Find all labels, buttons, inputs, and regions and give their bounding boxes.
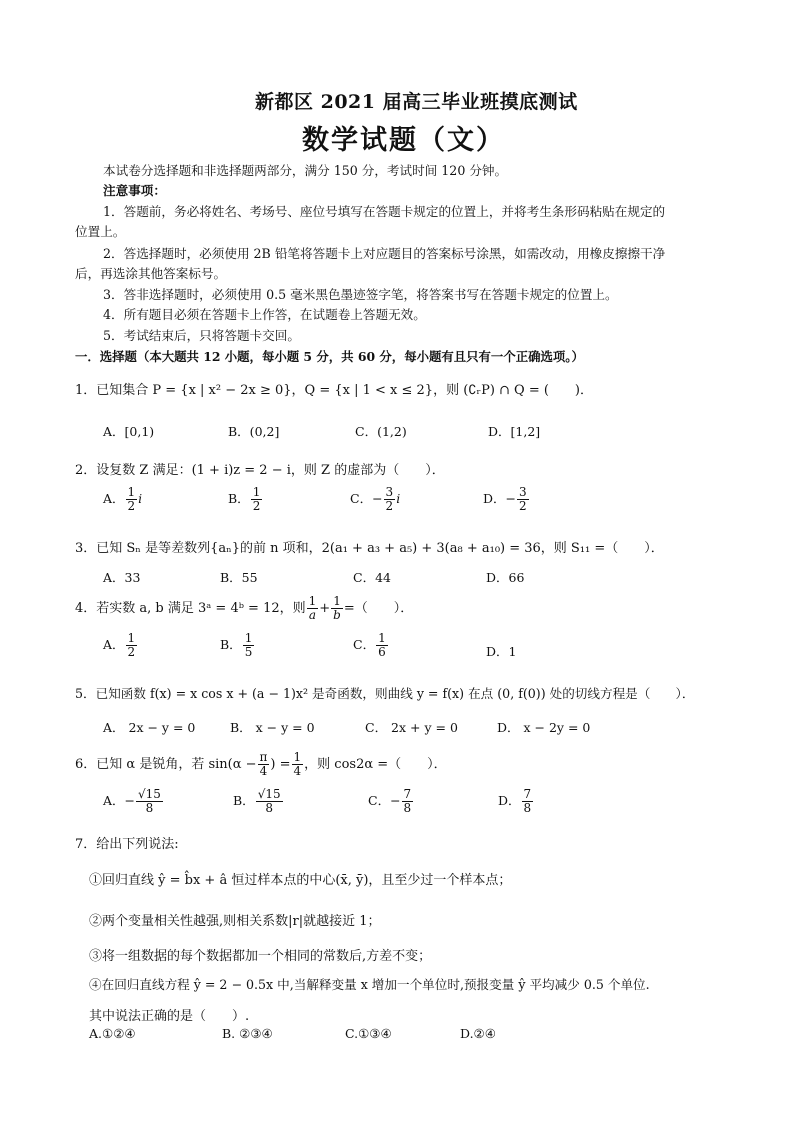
q2-c-denominator: 2 (385, 499, 394, 513)
section-heading: 一．选择题（本大题共 12 小题，每小题 5 分，共 60 分，每小题有且只有一个正确选项。） (75, 349, 584, 364)
q2-b-fraction (251, 486, 263, 513)
q2-option-b (228, 486, 263, 513)
q6-option-d (498, 788, 534, 815)
q2-option-a (103, 486, 142, 513)
q6-option-c (368, 788, 414, 815)
q2-c-tail: i (396, 491, 401, 506)
q6-option-b (233, 788, 284, 815)
q7-statement-3: ③将一组数据的每个数据都加一个相同的常数后,方差不变； (89, 949, 432, 964)
instruction-3: 3．答非选择题时，必须使用 0.5 毫米黑色墨迹签字笔，将答案书写在答题卡规定的位置上。 (103, 287, 618, 302)
q2-c-fraction (384, 486, 396, 513)
q6-f1-numerator: π (259, 750, 268, 764)
q2-b-denominator: 2 (252, 499, 261, 513)
q4-b-label: B． (220, 637, 242, 652)
question-5: 5．已知函数 f(x) = x cos x + (a − 1)x² 是奇函数，则曲线 y = f(x) 在点 (0, f(0)) 处的切线方程是（ ）． (75, 686, 695, 701)
q6-b-denominator: 8 (265, 801, 273, 815)
question-2: 2．设复数 Z 满足：(1 + i)z = 2 − i，则 Z 的虚部为（ ）． (75, 463, 445, 478)
q3-option-c: C．44 (353, 570, 391, 585)
question-7: 7．给出下列说法: (75, 837, 179, 852)
q6-f1-denominator: 4 (259, 764, 268, 778)
q6-c-denominator: 8 (403, 801, 412, 815)
q4-b-numerator: 1 (244, 631, 253, 645)
q6-d-numerator: 7 (523, 787, 532, 801)
question-1: 1．已知集合 P = {x | x² − 2x ≥ 0}，Q = {x | 1 < x ≤ 2}，则 (∁ᵣP) ∩ Q = ( )． (75, 383, 594, 398)
q4-b-denominator: 5 (244, 645, 253, 659)
q7-option-c: C.①③④ (345, 1026, 392, 1041)
q2-d-label: D．− (483, 491, 516, 506)
q6-a-fraction (136, 788, 163, 815)
q4-a-numerator: 1 (127, 631, 136, 645)
instruction-5: 5．考试结束后，只将答题卡交回。 (103, 328, 300, 343)
q6-text-pre: 6．已知 α 是锐角，若 sin(α − (75, 757, 257, 772)
q2-option-c (350, 486, 400, 513)
q4-text-pre: 4．若实数 a, b 满足 3ᵃ = 4ᵇ = 12，则 (75, 601, 306, 616)
q2-b-numerator: 1 (252, 485, 261, 499)
q3-option-b: B．55 (220, 570, 258, 585)
q6-c-fraction (402, 788, 414, 815)
q6-fraction-2 (292, 751, 304, 778)
q6-c-numerator: 7 (403, 787, 412, 801)
q2-a-denominator: 2 (127, 499, 136, 513)
q4-f1-numerator: 1 (308, 594, 317, 608)
q4-c-numerator: 1 (378, 631, 386, 645)
q4-option-b (220, 632, 255, 659)
q3-option-a: A．33 (103, 570, 141, 585)
instruction-4: 4．所有题目必须在答题卡上作答，在试题卷上答题无效。 (103, 307, 426, 322)
instruction-2-line1: 2．答选择题时，必须使用 2B 铅笔将答题卡上对应题目的答案标号涂黑，如需改动，用橡皮擦擦干净 (103, 246, 666, 261)
q4-a-label: A． (103, 637, 125, 652)
q2-d-denominator: 2 (519, 499, 527, 513)
q2-a-label: A． (103, 491, 125, 506)
q5-option-c: C． 2x + y = 0 (365, 720, 458, 735)
q6-d-label: D． (498, 793, 521, 808)
q7-statement-2: ②两个变量相关性越强,则相关系数|r|就越接近 1； (89, 914, 381, 929)
q6-a-label: A．− (103, 793, 136, 808)
q5-option-d: D． x − 2y = 0 (497, 720, 591, 735)
question-3: 3．已知 Sₙ 是等差数列{aₙ}的前 n 项和，2(a₁ + a₃ + a₅) + 3(a₈ + a₁₀) = 36，则 S₁₁ =（ ）． (75, 541, 664, 556)
q6-a-denominator: 8 (145, 801, 154, 815)
q5-option-b: B． x − y = 0 (230, 720, 315, 735)
q4-fraction-1 (307, 595, 319, 622)
q6-mid: ) = (270, 757, 291, 772)
q4-fraction-2 (331, 595, 343, 622)
q7-option-a: A.①②④ (89, 1026, 136, 1041)
q2-c-numerator: 3 (385, 485, 394, 499)
q6-option-a (103, 788, 164, 815)
instruction-1-line2: 位置上。 (75, 224, 126, 239)
q7-statement-1: ①回归直线 ŷ = b̂x + â 恒过样本点的中心(x̄, ȳ)，且至少过一个样本点； (89, 873, 512, 888)
q4-f2-denominator: b (333, 608, 341, 622)
q4-a-fraction (126, 632, 138, 659)
q4-plus: + (319, 601, 331, 616)
q6-d-fraction (522, 788, 534, 815)
q6-f2-denominator: 4 (293, 764, 302, 778)
question-4 (75, 595, 413, 622)
q6-b-numerator: √15 (257, 787, 281, 801)
q4-f1-denominator: a (308, 608, 317, 622)
q2-d-fraction (517, 486, 529, 513)
q4-c-denominator: 6 (378, 645, 386, 659)
q4-a-denominator: 2 (127, 645, 136, 659)
q4-c-label: C． (353, 637, 376, 652)
q2-b-label: B． (228, 491, 250, 506)
q2-a-tail: i (138, 491, 143, 506)
exam-title: 新都区 2021 届高三毕业班摸底测试 (255, 91, 578, 113)
question-6 (75, 751, 447, 778)
q2-a-numerator: 1 (127, 485, 136, 499)
q5-option-a: A． 2x − y = 0 (103, 720, 196, 735)
q6-b-label: B． (233, 793, 255, 808)
q4-b-fraction (243, 632, 255, 659)
instruction-1-line1: 1．答题前，务必将姓名、考场号、座位号填写在答题卡规定的位置上，并将考生条形码粘贴在规定的 (103, 204, 666, 219)
q4-text-post: =（ ）． (343, 601, 414, 616)
q4-option-c (353, 632, 389, 659)
q4-f2-numerator: 1 (333, 594, 341, 608)
q6-fraction-1 (258, 751, 270, 778)
q7-option-b: B. ②③④ (222, 1026, 273, 1041)
q6-a-numerator: √15 (138, 787, 161, 801)
q6-b-fraction (256, 788, 283, 815)
q3-option-d: D．66 (486, 570, 525, 585)
q6-text-post: ，则 cos2α =（ ）． (304, 757, 447, 772)
q1-option-a: A．[0,1) (103, 424, 155, 439)
q2-c-label: C．− (350, 491, 383, 506)
q6-c-label: C．− (368, 793, 401, 808)
q1-option-c: C．(1,2) (355, 424, 407, 439)
q7-question: 其中说法正确的是（ ）. (89, 1009, 250, 1024)
q7-statement-4: ④在回归直线方程 ŷ = 2 − 0.5x 中,当解释变量 x 增加一个单位时,预报变量 ŷ 平均减少 0.5 个单位. (89, 977, 650, 992)
q2-d-numerator: 3 (519, 485, 527, 499)
q7-option-d: D.②④ (460, 1026, 496, 1041)
q2-option-d (483, 486, 530, 513)
instruction-2-line2: 后，再选涂其他答案标号。 (75, 266, 227, 281)
q4-c-fraction (376, 632, 388, 659)
q2-a-fraction (126, 486, 138, 513)
q4-option-d: D．1 (486, 644, 517, 659)
q1-option-d: D．[1,2] (488, 424, 541, 439)
q1-option-b: B．(0,2] (228, 424, 280, 439)
q6-d-denominator: 8 (523, 801, 532, 815)
intro-text: 本试卷分选择题和非选择题两部分，满分 150 分，考试时间 120 分钟。 (103, 163, 508, 178)
notice-heading: 注意事项： (103, 183, 166, 198)
q4-option-a (103, 632, 138, 659)
q6-f2-numerator: 1 (293, 750, 302, 764)
subject-title: 数学试题（文） (302, 125, 505, 156)
